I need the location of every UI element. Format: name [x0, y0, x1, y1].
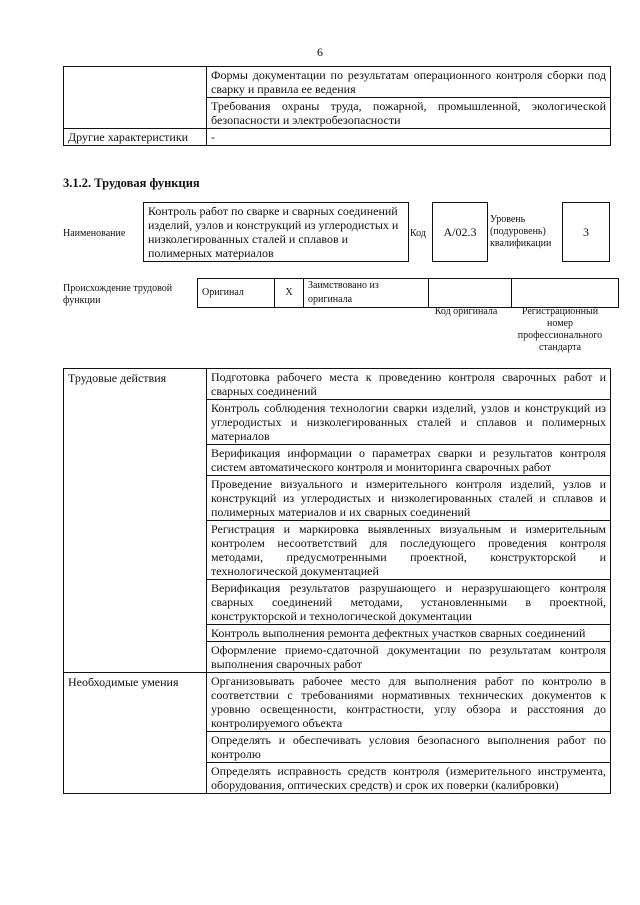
table-row — [198, 279, 619, 308]
code-original-cell — [429, 279, 512, 308]
table-row — [64, 673, 611, 794]
row-label — [64, 67, 207, 129]
top-table — [63, 66, 611, 146]
qualification-level: 3 — [562, 202, 610, 262]
function-code: A/02.3 — [432, 202, 488, 262]
list-item: Верификация результатов разрушающего и неразрушающего контроля сварных соединений методами, установленными в проектной, конструкторской и технологической документации — [207, 580, 610, 625]
origin-label: Происхождение трудовой функции — [63, 283, 173, 306]
page-number: 6 — [317, 45, 323, 59]
name-label: Наименование — [63, 228, 126, 239]
list-item: Определять и обеспечивать условия безопасного выполнения работ по контролю — [207, 732, 610, 763]
section-title: 3.1.2. Трудовая функция — [63, 176, 200, 190]
list-item: Подготовка рабочего места к проведению контроля сварочных работ и сварных соединений — [207, 369, 610, 400]
original-mark: X — [275, 279, 304, 308]
level-label: Уровень (подуровень) квалификации — [490, 214, 552, 249]
code-original-label: Код оригинала — [434, 306, 498, 317]
reg-number-cell — [512, 279, 619, 308]
original-label: Оригинал — [198, 279, 275, 308]
table-row — [64, 369, 611, 673]
list-item: Организовывать рабочее место для выполнения работ по контролю в соответствии с требованиями нормативных технических документов к уровню освещенности, контрастности, углу обзора и расстояния до контролируемого объекта — [207, 673, 610, 732]
table-row — [64, 129, 611, 146]
list-item: Контроль соблюдения технологии сварки изделий, узлов и конструкций из углеродистых и низколегированных сталей и сплавов и полимерных материалов — [207, 400, 610, 445]
row-label: Другие характеристики — [64, 129, 207, 146]
reg-number-label: Регистрационный номер профессионального стандарта — [517, 306, 603, 353]
borrowed-label: Заимствовано из оригинала — [304, 279, 429, 308]
list-item: Верификация информации о параметрах сварки и результатов контроля систем автоматического контроля и мониторинга сварочных работ — [207, 445, 610, 476]
list-item: Регистрация и маркировка выявленных визуальным и измерительным контролем несоответствий для последующего проведения контроля методами, предусмотренными проектной, конструкторской и технологической документацией — [207, 521, 610, 580]
row-label: Трудовые действия — [64, 369, 207, 673]
main-table — [63, 368, 611, 794]
list-item: - — [207, 129, 611, 146]
function-name: Контроль работ по сварке и сварных соединений изделий, узлов и конструкций из углеродистых и низколегированных сталей и сплавов и полимерных материалов — [143, 202, 409, 262]
list-item: Проведение визуального и измерительного контроля изделий, узлов и конструкций из углеродистых и низколегированных сталей и сплавов и полимерных материалов и их сварных соединений — [207, 476, 610, 521]
list-item: Контроль выполнения ремонта дефектных участков сварных соединений — [207, 625, 610, 642]
list-item: Определять исправность средств контроля (измерительного инструмента, оборудования, оптических средств) и срок их поверки (калибровки) — [211, 764, 606, 792]
list-item: Требования охраны труда, пожарной, промышленной, экологической безопасности и электробезопасности — [211, 99, 606, 127]
origin-table — [197, 278, 619, 308]
list-item: Формы документации по результатам операционного контроля сборки под сварку и правила ее ведения — [207, 67, 610, 98]
table-row — [64, 67, 611, 129]
row-label: Необходимые умения — [64, 673, 207, 794]
code-label: Код — [410, 228, 426, 239]
list-item: Оформление приемо-сдаточной документации по результатам контроля выполнения сварочных работ — [211, 643, 606, 671]
